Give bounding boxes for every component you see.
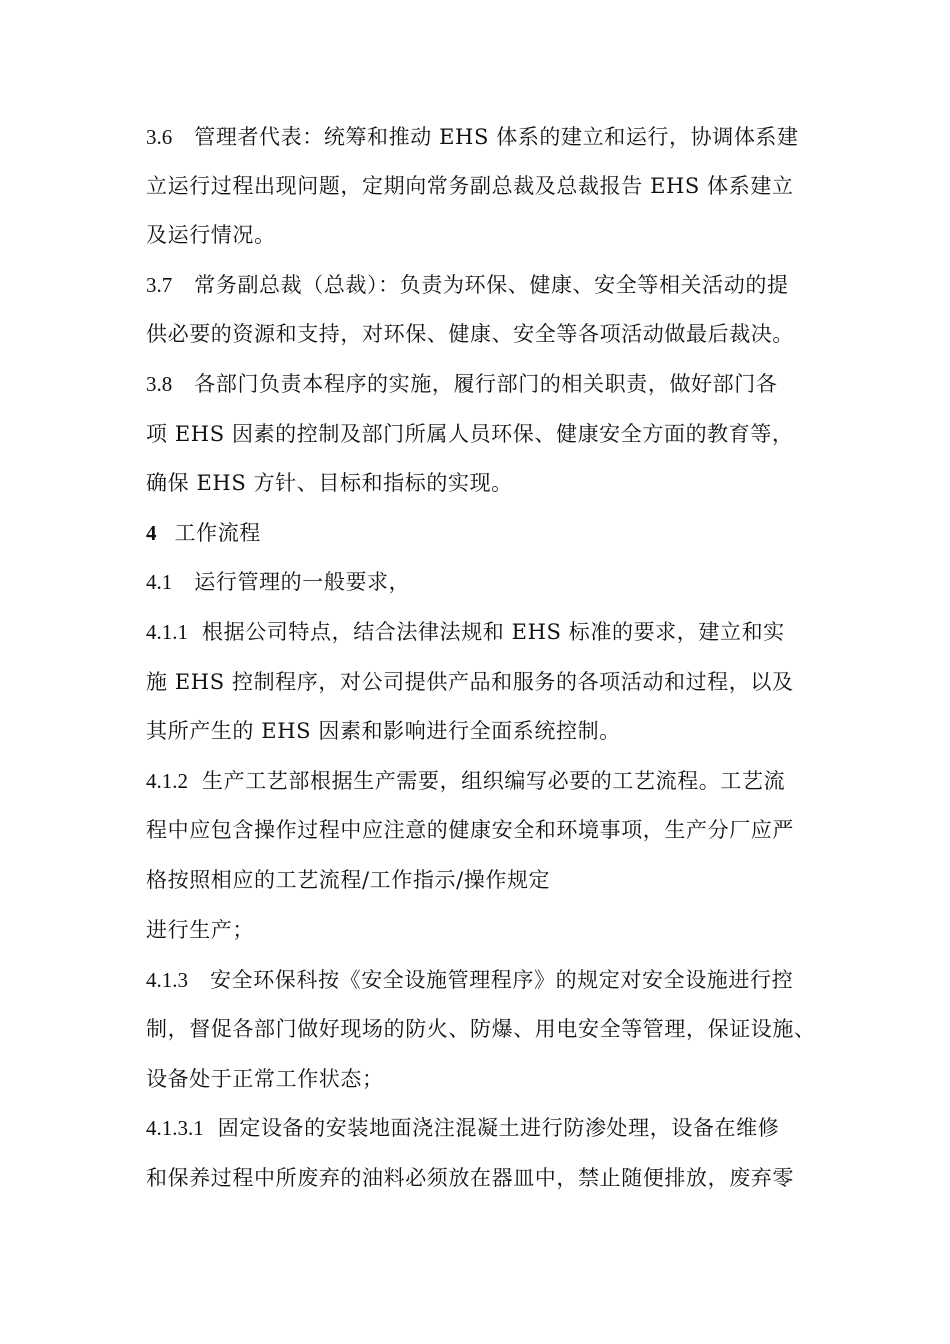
- paragraph-text: 施 EHS 控制程序，对公司提供产品和服务的各项活动和过程，以及: [146, 670, 794, 694]
- paragraph-3-6-line-1: [146, 123, 799, 151]
- section-number: 4.1: [146, 570, 173, 594]
- paragraph-4-1-2-line-2: [146, 816, 794, 844]
- paragraph-text: 立运行过程出现问题，定期向常务副总裁及总裁报告 EHS 体系建立: [146, 174, 794, 198]
- section-number: 4.1.3: [146, 968, 188, 992]
- paragraph-3-6-line-3: [146, 221, 276, 249]
- paragraph-3-8-line-2: [146, 420, 794, 448]
- paragraph-text: 安全环保科按《安全设施管理程序》的规定对安全设施进行控: [210, 968, 794, 992]
- paragraph-4-1-2-line-3: [146, 866, 550, 894]
- paragraph-text: 生产工艺部根据生产需要，组织编写必要的工艺流程。工艺流: [202, 769, 786, 793]
- paragraph-text: 固定设备的安装地面浇注混凝土进行防渗处理，设备在维修: [217, 1116, 780, 1140]
- section-title: 工作流程: [174, 521, 261, 545]
- paragraph-text: 常务副总裁（总裁）：负责为环保、健康、安全等相关活动的提: [194, 273, 789, 297]
- paragraph-4-1-2-line-4: [146, 916, 254, 944]
- paragraph-4-1-3-1-line-1: [146, 1114, 779, 1142]
- paragraph-3-8-line-3: [146, 469, 513, 497]
- paragraph-text: 根据公司特点，结合法律法规和 EHS 标准的要求，建立和实: [202, 620, 785, 644]
- paragraph-text: 确保 EHS 方针、目标和指标的实现。: [146, 471, 513, 495]
- section-number: 4.1.3.1: [146, 1116, 204, 1140]
- paragraph-4-1-3-line-3: [146, 1065, 384, 1093]
- paragraph-4-1-1-line-3: [146, 717, 621, 745]
- section-number: 3.7: [146, 273, 173, 297]
- paragraph-4-1-line-1: [146, 568, 410, 596]
- paragraph-4-1-3-line-2: [146, 1015, 816, 1043]
- paragraph-4-1-1-line-1: [146, 618, 785, 646]
- paragraph-4-1-1-line-2: [146, 668, 794, 696]
- paragraph-text: 进行生产；: [146, 918, 254, 942]
- paragraph-3-6-line-2: [146, 172, 794, 200]
- paragraph-text: 其所产生的 EHS 因素和影响进行全面系统控制。: [146, 719, 621, 743]
- section-number: 3.8: [146, 372, 173, 396]
- paragraph-text: 格按照相应的工艺流程/工作指示/操作规定: [146, 868, 551, 892]
- section-number: 3.6: [146, 125, 173, 149]
- section-number: 4.1.1: [146, 620, 188, 644]
- paragraph-3-7-line-2: [146, 320, 794, 348]
- paragraph-text: 和保养过程中所废弃的油料必须放在器皿中，禁止随便排放，废弃零: [146, 1166, 794, 1190]
- section-4-heading: [146, 519, 261, 547]
- paragraph-text: 设备处于正常工作状态；: [146, 1067, 384, 1091]
- paragraph-text: 程中应包含操作过程中应注意的健康安全和环境事项，生产分厂应严: [146, 818, 794, 842]
- paragraph-text: 各部门负责本程序的实施，履行部门的相关职责，做好部门各: [194, 372, 778, 396]
- paragraph-4-1-2-line-1: [146, 767, 785, 795]
- paragraph-text: 项 EHS 因素的控制及部门所属人员环保、健康安全方面的教育等，: [146, 422, 794, 446]
- paragraph-3-8-line-1: [146, 370, 777, 398]
- section-number: 4: [146, 521, 157, 545]
- paragraph-text: 制，督促各部门做好现场的防火、防爆、用电安全等管理，保证设施、: [146, 1017, 816, 1041]
- paragraph-4-1-3-line-1: [146, 966, 793, 994]
- paragraph-text: 运行管理的一般要求，: [194, 570, 411, 594]
- paragraph-4-1-3-1-line-2: [146, 1164, 794, 1192]
- paragraph-text: 及运行情况。: [146, 223, 276, 247]
- paragraph-text: 供必要的资源和支持，对环保、健康、安全等各项活动做最后裁决。: [146, 322, 794, 346]
- paragraph-text: 管理者代表：统筹和推动 EHS 体系的建立和运行，协调体系建: [194, 125, 799, 149]
- paragraph-3-7-line-1: [146, 271, 789, 299]
- section-number: 4.1.2: [146, 769, 188, 793]
